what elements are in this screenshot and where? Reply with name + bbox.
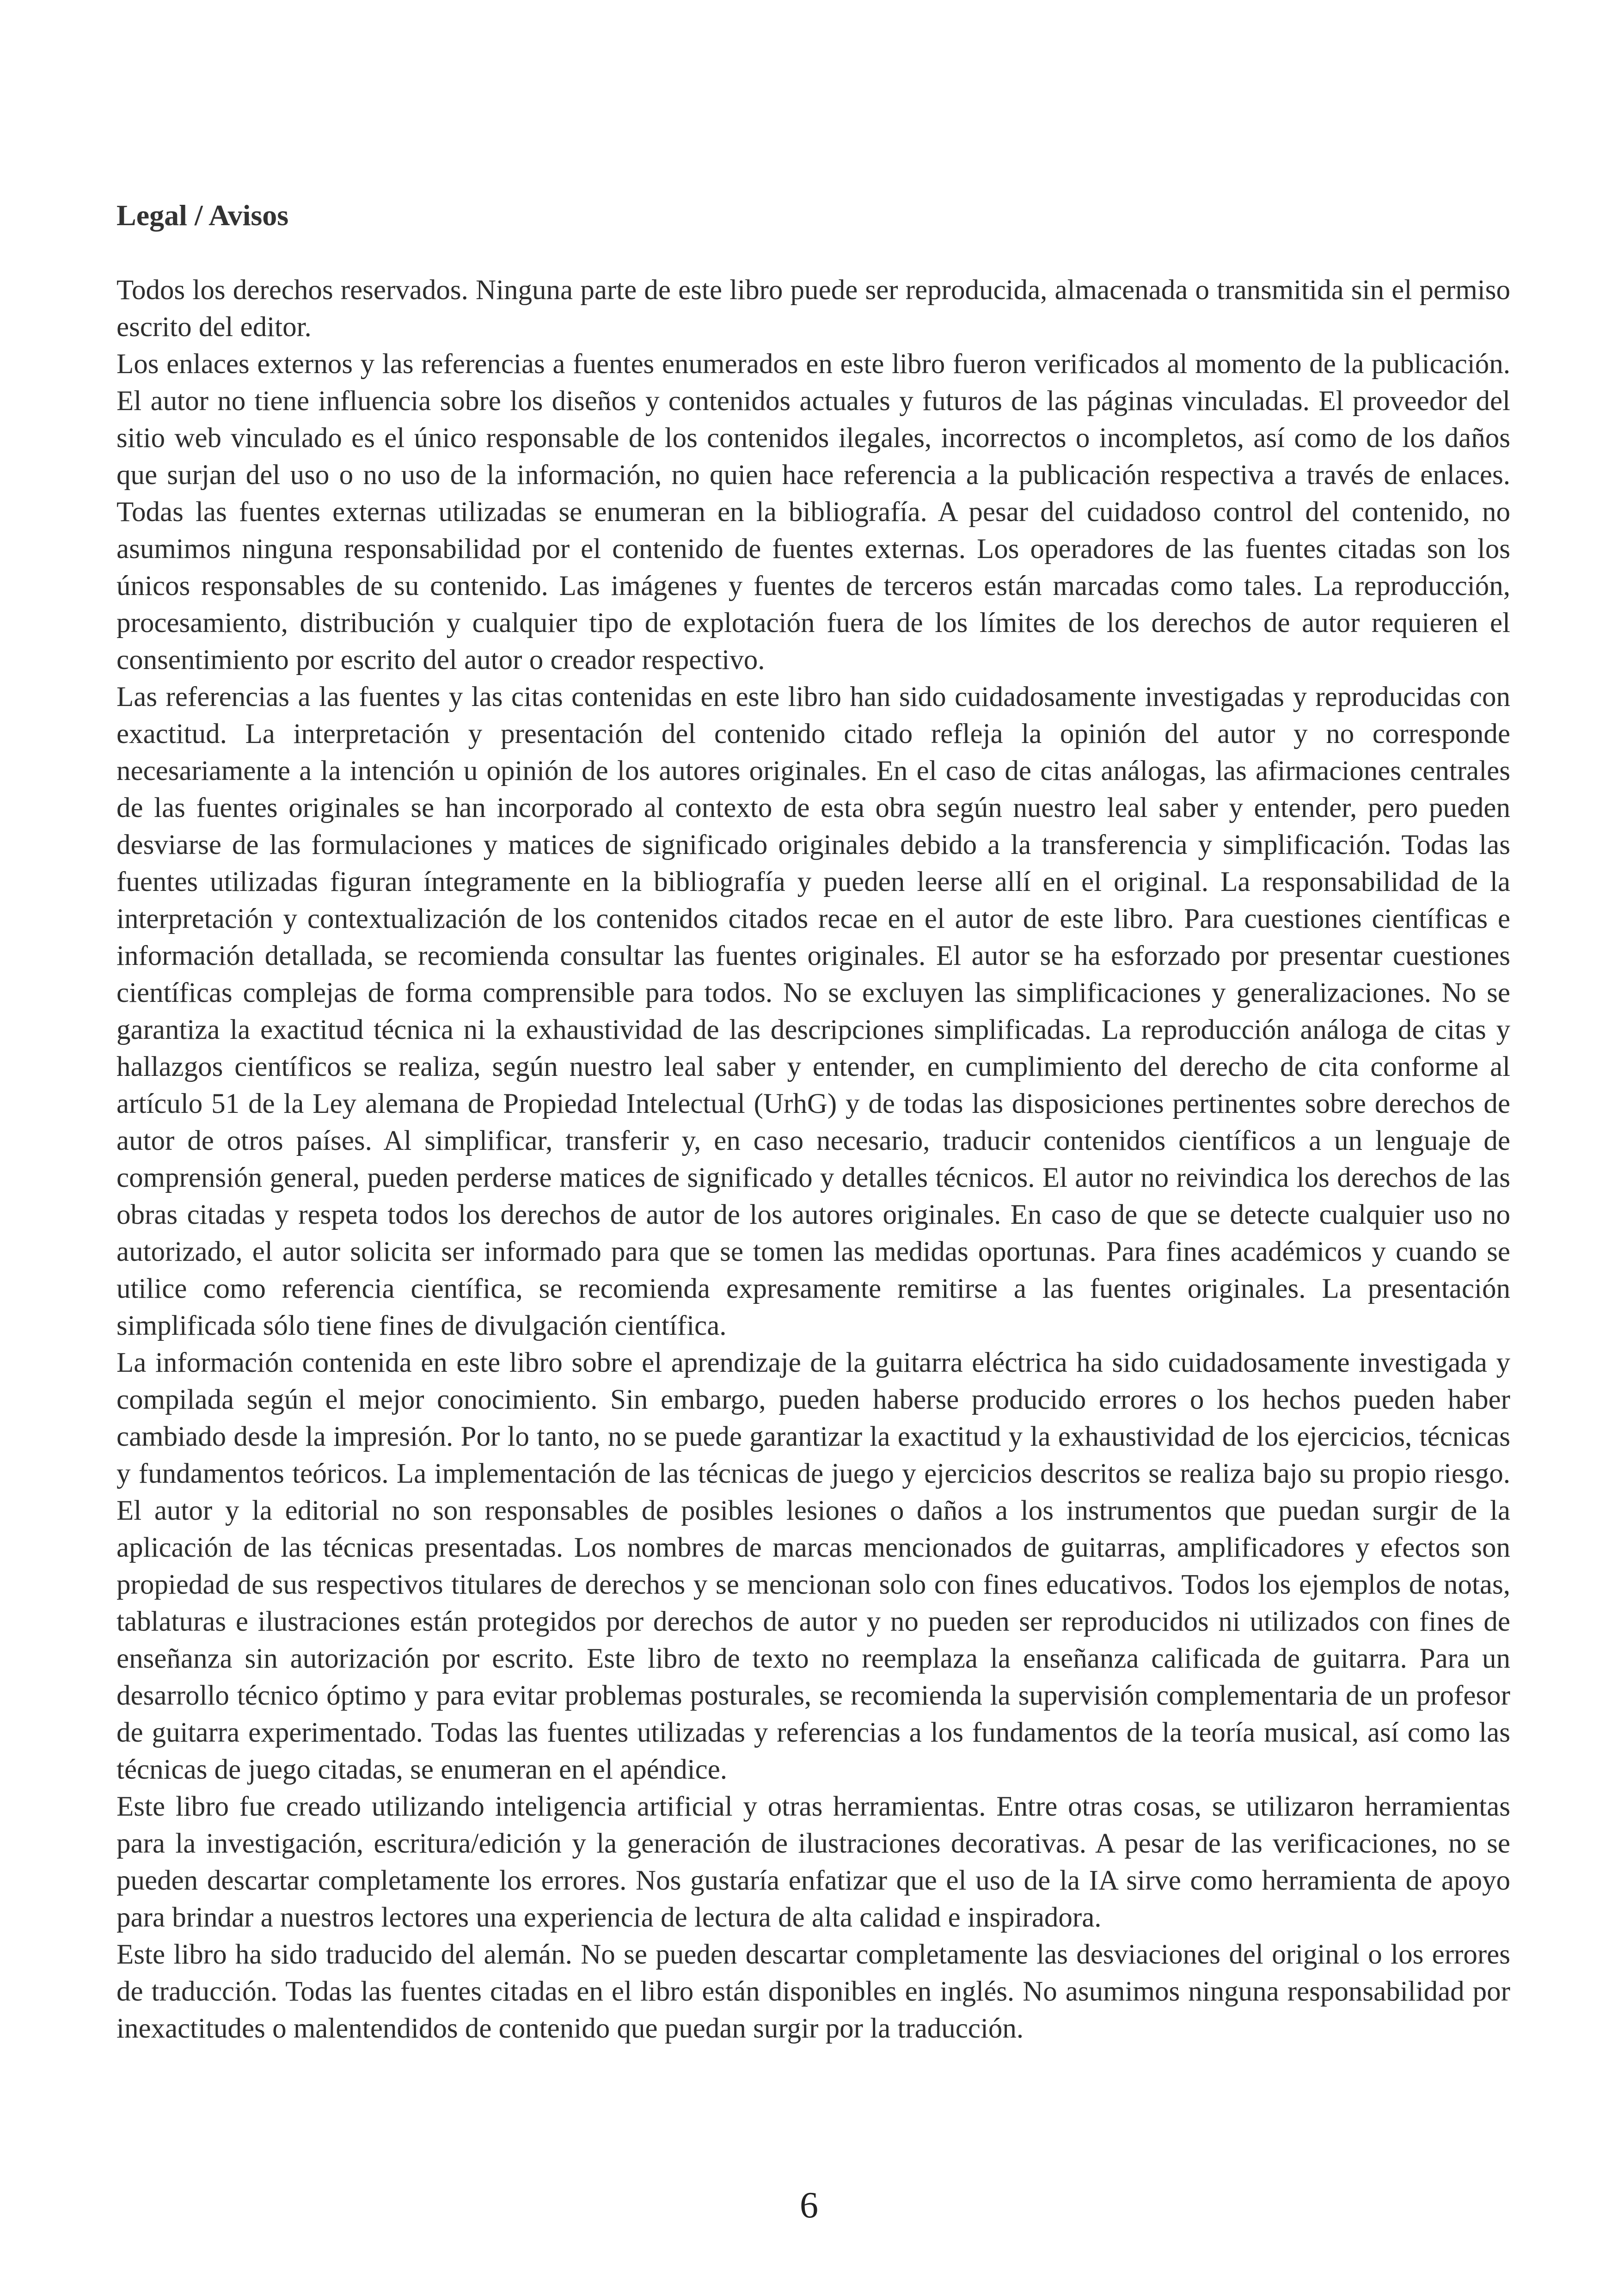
legal-notice-section [116, 193, 1510, 2047]
paragraph-citations: Las referencias a las fuentes y las citas contenidas en este libro han sido cuidadosamente investigadas y reproducidas con exactitud. La interpretación y presentación del contenido citado refleja la opinión del autor y no corresponde necesariamente a la intención u opinión de los autores originales. En el caso de citas análogas, las afirmaciones centrales de las fuentes originales se han incorporado al contexto de esta obra según nuestro leal saber y entender, pero pueden desviarse de las formulaciones y matices de significado originales debido a la transferencia y simplificación. Todas las fuentes utilizadas figuran íntegramente en la bibliografía y pueden leerse allí en el original. La responsabilidad de la interpretación y contextualización de los contenidos citados recae en el autor de este libro. Para cuestiones científicas e información detallada, se recomienda consultar las fuentes originales. El autor se ha esforzado por presentar cuestiones científicas complejas de forma comprensible para todos. No se excluyen las simplificaciones y generalizaciones. No se garantiza la exactitud técnica ni la exhaustividad de las descripciones simplificadas. La reproducción análoga de citas y hallazgos científicos se realiza, según nuestro leal saber y entender, en cumplimiento del derecho de cita conforme al artículo 51 de la Ley alemana de Propiedad Intelectual (UrhG) y de todas las disposiciones pertinentes sobre derechos de autor de otros países. Al simplificar, transferir y, en caso necesario, traducir contenidos científicos a un lenguaje de comprensión general, pueden perderse matices de significado y detalles técnicos. El autor no reivindica los derechos de las obras citadas y respeta todos los derechos de autor de los autores originales. En caso de que se detecte cualquier uso no autorizado, el autor solicita ser informado para que se tomen las medidas oportunas. Para fines académicos y cuando se utilice como referencia científica, se recomienda expresamente remitirse a las fuentes originales. La presentación simplificada sólo tiene fines de divulgación científica. [116, 681, 1510, 1341]
paragraph-copyright: Todos los derechos reservados. Ninguna parte de este libro puede ser reproducida, almacenada o transmitida sin el permiso escrito del editor. [116, 275, 1510, 343]
paragraph-translation: Este libro ha sido traducido del alemán. No se pueden descartar completamente las desviaciones del original o los errores de traducción. Todas las fuentes citadas en el libro están disponibles en inglés. No asumimos ninguna responsabilidad por inexactitudes o malentendidos de contenido que puedan surgir por la traducción. [116, 1939, 1510, 2044]
section-heading: Legal / Avisos [116, 199, 289, 232]
page-number: 6 [800, 2185, 818, 2226]
paragraph-ai-usage: Este libro fue creado utilizando inteligencia artificial y otras herramientas. Entre otras cosas, se utilizaron herramientas para la investigación, escritura/edición y la generación de ilustraciones decorativas. A pesar de las verificaciones, no se pueden descartar completamente los errores. Nos gustaría enfatizar que el uso de la IA sirve como herramienta de apoyo para brindar a nuestros lectores una experiencia de lectura de alta calidad e inspiradora. [116, 1791, 1510, 1933]
paragraph-external-links: Los enlaces externos y las referencias a fuentes enumerados en este libro fueron verificados al momento de la publicación. El autor no tiene influencia sobre los diseños y contenidos actuales y futuros de las páginas vinculadas. El proveedor del sitio web vinculado es el único responsable de los contenidos ilegales, incorrectos o incompletos, así como de los daños que surjan del uso o no uso de la información, no quien hace referencia a la publicación respectiva a través de enlaces. Todas las fuentes externas utilizadas se enumeran en la bibliografía. A pesar del cuidadoso control del contenido, no asumimos ninguna responsabilidad por el contenido de fuentes externas. Los operadores de las fuentes citadas son los únicos responsables de su contenido. Las imágenes y fuentes de terceros están marcadas como tales. La reproducción, procesamiento, distribución y cualquier tipo de explotación fuera de los límites de los derechos de autor requieren el consentimiento por escrito del autor o creador respectivo. [116, 349, 1510, 675]
paragraph-guitar-disclaimer: La información contenida en este libro sobre el aprendizaje de la guitarra eléctrica ha sido cuidadosamente investigada y compilada según el mejor conocimiento. Sin embargo, pueden haberse producido errores o los hechos pueden haber cambiado desde la impresión. Por lo tanto, no se puede garantizar la exactitud y la exhaustividad de los ejercicios, técnicas y fundamentos teóricos. La implementación de las técnicas de juego y ejercicios descritos se realiza bajo su propio riesgo. El autor y la editorial no son responsables de posibles lesiones o daños a los instrumentos que puedan surgir de la aplicación de las técnicas presentadas. Los nombres de marcas mencionados de guitarras, amplificadores y efectos son propiedad de sus respectivos titulares de derechos y se mencionan solo con fines educativos. Todos los ejemplos de notas, tablaturas e ilustraciones están protegidos por derechos de autor y no pueden ser reproducidos ni utilizados con fines de enseñanza sin autorización por escrito. Este libro de texto no reemplaza la enseñanza calificada de guitarra. Para un desarrollo técnico óptimo y para evitar problemas posturales, se recomienda la supervisión complementaria de un profesor de guitarra experimentado. Todas las fuentes utilizadas y referencias a los fundamentos de la teoría musical, así como las técnicas de juego citadas, se enumeran en el apéndice. [116, 1347, 1510, 1785]
